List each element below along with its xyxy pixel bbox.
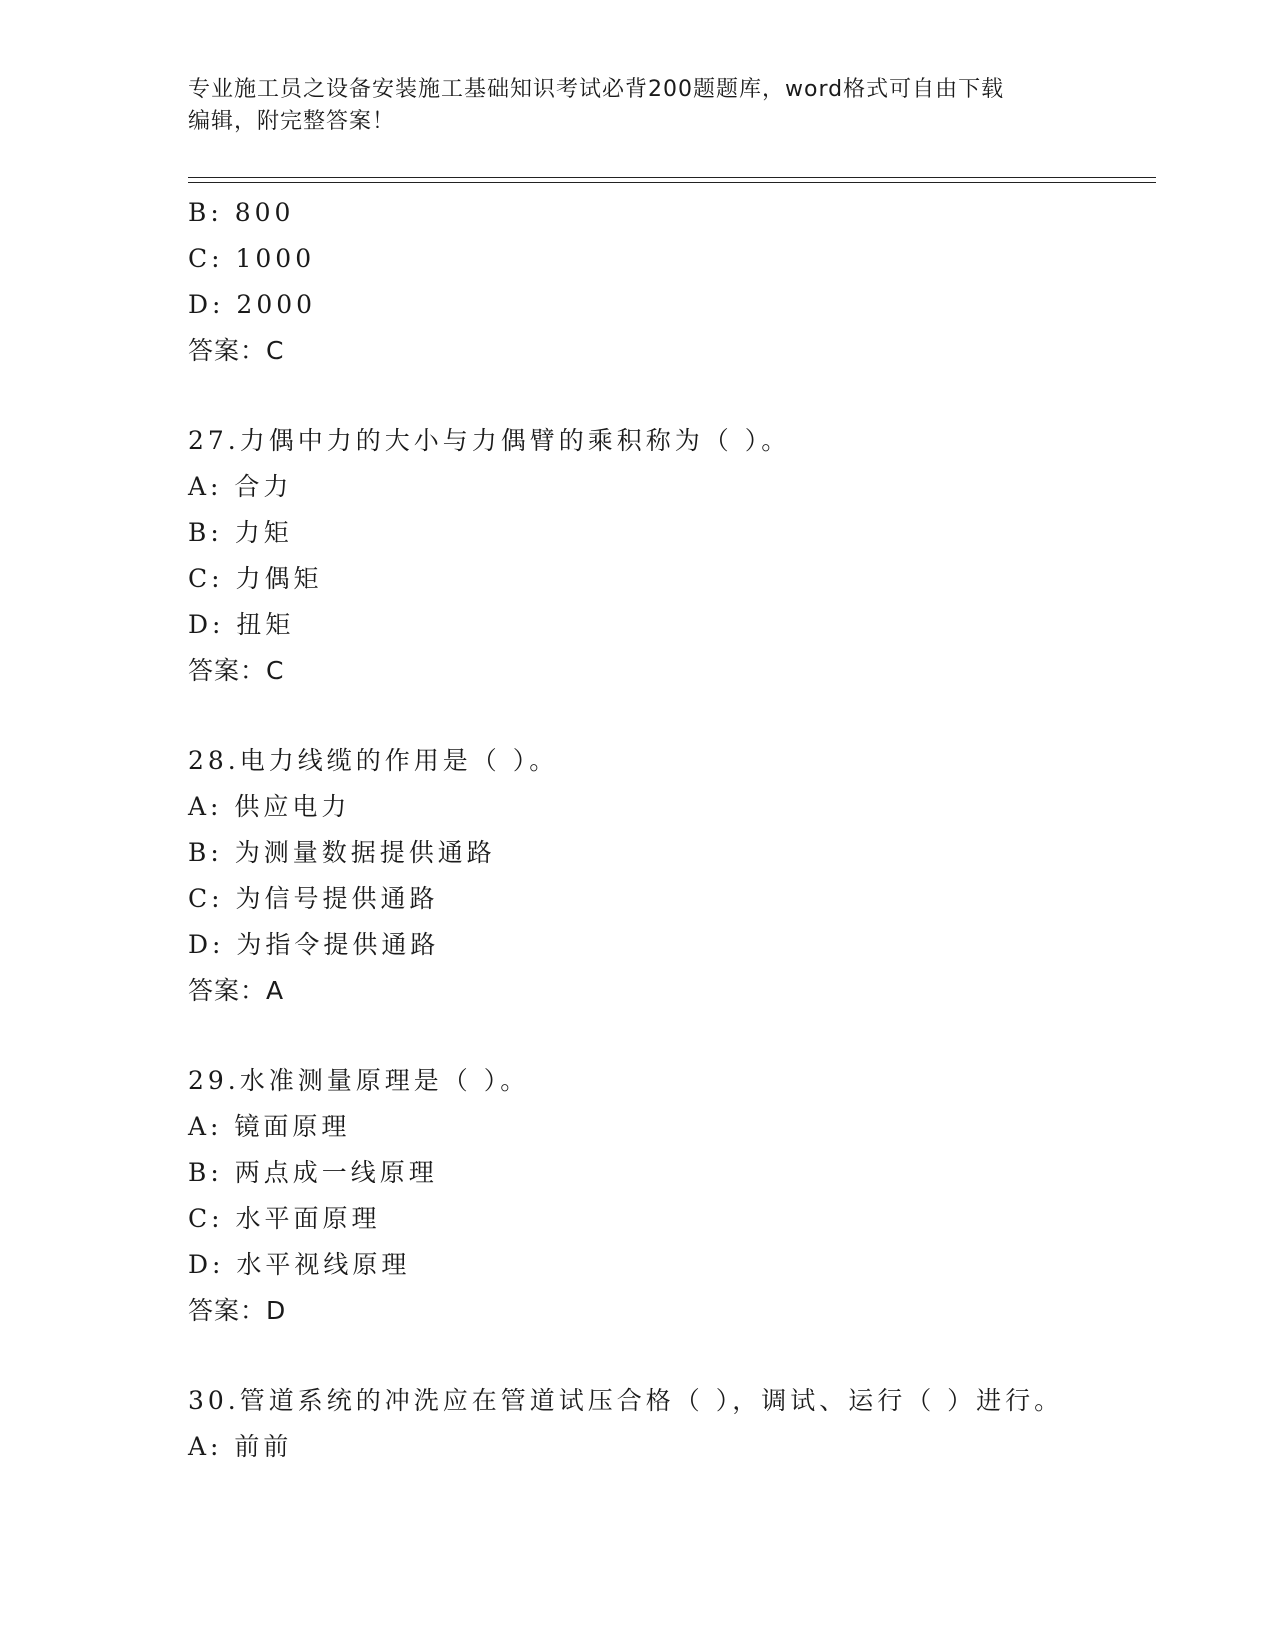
option-d: D: 水平视线原理 xyxy=(188,1250,411,1279)
question-list xyxy=(188,190,1148,1470)
question-stem: 30.管道系统的冲洗应在管道试压合格（ ），调试、运行（ ）进行。 xyxy=(188,1386,1064,1415)
question-stem: 27.力偶中力的大小与力偶臂的乘积称为（ ）。 xyxy=(188,426,791,455)
option-a: A: 前前 xyxy=(188,1432,293,1461)
option-c: C: 力偶矩 xyxy=(188,564,323,593)
spacer xyxy=(188,694,1148,738)
header-title-line2: 编辑，附完整答案！ xyxy=(188,109,396,134)
spacer xyxy=(188,1334,1148,1378)
option-a: A: 供应电力 xyxy=(188,792,351,821)
question-stem: 29.水准测量原理是（ ）。 xyxy=(188,1066,530,1095)
answer-line: 答案：A xyxy=(188,976,285,1005)
answer-line: 答案：C xyxy=(188,336,285,365)
option-b: B: 两点成一线原理 xyxy=(188,1158,438,1187)
question-block-28 xyxy=(188,738,1148,1014)
question-block-29 xyxy=(188,1058,1148,1334)
option-c: C: 1000 xyxy=(188,244,316,273)
option-b: B: 力矩 xyxy=(188,518,293,547)
option-d: D: 2000 xyxy=(188,290,317,319)
header-title-line1: 专业施工员之设备安装施工基础知识考试必背200题题库，word格式可自由下载 xyxy=(188,77,1005,102)
answer-line: 答案：C xyxy=(188,656,285,685)
question-block-26 xyxy=(188,190,1148,374)
option-a: A: 合力 xyxy=(188,472,293,501)
option-c: C: 为信号提供通路 xyxy=(188,884,439,913)
option-c: C: 水平面原理 xyxy=(188,1204,381,1233)
question-block-30 xyxy=(188,1378,1148,1470)
option-d: D: 扭矩 xyxy=(188,610,295,639)
option-a: A: 镜面原理 xyxy=(188,1112,351,1141)
option-b: B: 800 xyxy=(188,198,295,227)
document-header xyxy=(188,74,1068,138)
header-divider-top xyxy=(188,177,1156,178)
spacer xyxy=(188,374,1148,418)
question-stem: 28.电力线缆的作用是（ ）。 xyxy=(188,746,559,775)
option-b: B: 为测量数据提供通路 xyxy=(188,838,496,867)
answer-line: 答案：D xyxy=(188,1296,287,1325)
option-d: D: 为指令提供通路 xyxy=(188,930,440,959)
spacer xyxy=(188,1014,1148,1058)
header-divider-bottom xyxy=(188,182,1156,183)
question-block-27 xyxy=(188,418,1148,694)
